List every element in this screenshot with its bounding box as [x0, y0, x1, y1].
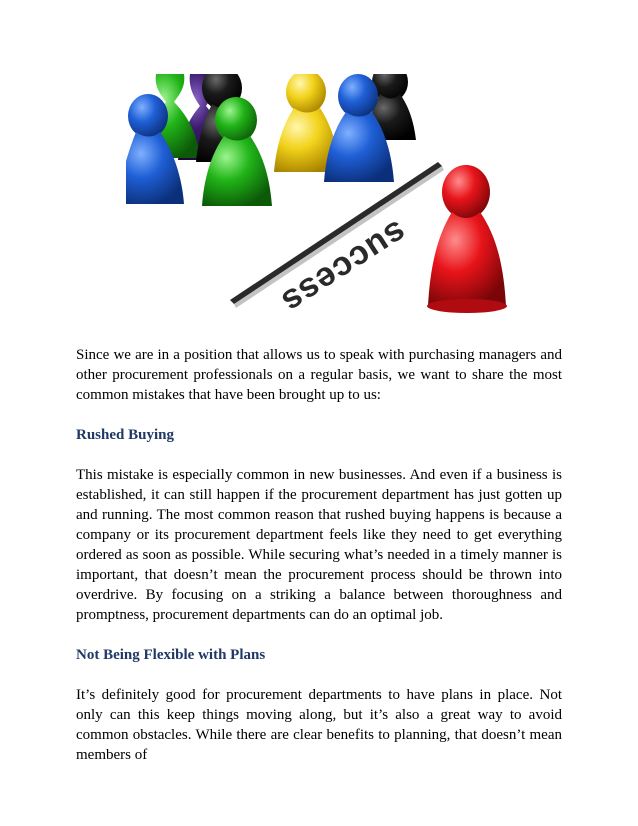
red-piece [427, 165, 507, 313]
section-body-flexible-plans: It’s definitely good for procurement departments to have plans in place. Not only can this keep things moving along, but it’s also a great way to avoid common obstacles. While there are clear benefits to planning, that doesn’t mean members of [76, 687, 562, 763]
section-body-rushed-buying: This mistake is especially common in new businesses. And even if a business is established, it can still happen if the procurement department has just gotten up and running. The most common reason that rushed buying happens is because a company or its procurement department feels like they need to get everything ordered as soon as possible. While securing what’s needed in a timely manner is important, that doesn’t mean the procurement process should be thrown into overdrive. By focusing on a striking a balance between thoroughness and promptness, procurement departments can do an optimal job. [76, 467, 562, 623]
section-heading-rushed-buying: Rushed Buying [76, 427, 174, 443]
article-body [76, 345, 562, 765]
section-heading-flexible-plans: Not Being Flexible with Plans [76, 647, 266, 663]
success-sign-text: success [274, 212, 414, 322]
intro-paragraph: Since we are in a position that allows us to speak with purchasing managers and other procurement professionals on a regular basis, we want to share the most common mistakes that have been brought up to us: [76, 347, 562, 403]
game-pieces-illustration [126, 74, 510, 329]
success-game-pieces-image [126, 74, 510, 329]
